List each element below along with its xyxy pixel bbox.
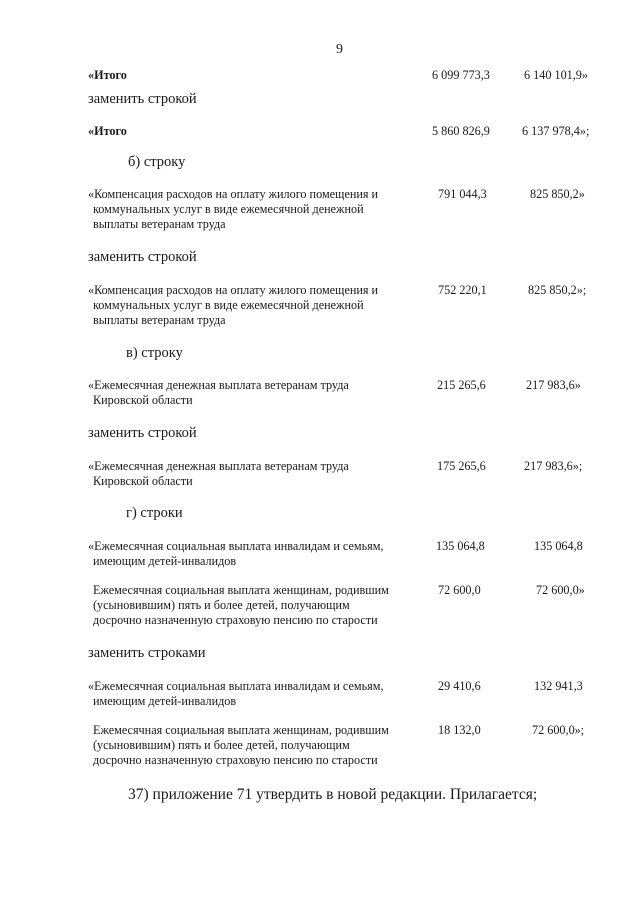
women-old-line-1: Ежемесячная социальная выплата женщинам, родившим	[93, 583, 389, 597]
vet-old-value-1: 215 265,6	[437, 378, 486, 392]
inv-old-value-2: 135 064,8	[534, 539, 583, 553]
itogo-old-value-1: 6 099 773,3	[432, 68, 490, 82]
komp-old-line-3: выплаты ветеранам труда	[93, 217, 226, 231]
subitem-v: в) строку	[126, 345, 183, 361]
itogo-new-value-2: 6 137 978,4»;	[522, 124, 590, 138]
komp-new-line-2: коммунальных услуг в виде ежемесячной денежной	[93, 298, 364, 312]
women-old-line-2: (усыновившим) пять и более детей, получающим	[93, 598, 350, 612]
women-new-value-2: 72 600,0»;	[532, 723, 585, 737]
inv-old-line-2: имеющим детей-инвалидов	[93, 554, 237, 568]
vet-old-line-1: «Ежемесячная денежная выплата ветеранам труда	[88, 378, 349, 392]
komp-new-value-2: 825 850,2»;	[528, 283, 587, 297]
itogo-new-label: «Итого	[88, 124, 127, 138]
subitem-g: г) строки	[126, 505, 183, 521]
women-old-value-1: 72 600,0	[438, 583, 481, 597]
instruction-replace-row: заменить строкой	[88, 249, 197, 265]
women-new-value-1: 18 132,0	[438, 723, 481, 737]
vet-new-value-2: 217 983,6»;	[524, 459, 583, 473]
inv-new-line-1: «Ежемесячная социальная выплата инвалидам и семьям,	[88, 679, 384, 693]
komp-old-value-2: 825 850,2»	[530, 187, 585, 201]
komp-old-value-1: 791 044,3	[438, 187, 487, 201]
inv-new-line-2: имеющим детей-инвалидов	[93, 694, 237, 708]
komp-old-line-2: коммунальных услуг в виде ежемесячной денежной	[93, 202, 364, 216]
itogo-new-value-1: 5 860 826,9	[432, 124, 490, 138]
inv-new-value-1: 29 410,6	[438, 679, 481, 693]
vet-new-line-1: «Ежемесячная денежная выплата ветеранам труда	[88, 459, 349, 473]
women-old-line-3: досрочно назначенную страховую пенсию по старости	[93, 613, 378, 627]
instruction-replace-row: заменить строкой	[88, 425, 197, 441]
inv-old-line-1: «Ежемесячная социальная выплата инвалидам и семьям,	[88, 539, 384, 553]
komp-new-value-1: 752 220,1	[438, 283, 487, 297]
subitem-b: б) строку	[128, 154, 186, 170]
women-new-line-2: (усыновившим) пять и более детей, получающим	[93, 738, 350, 752]
komp-new-line-3: выплаты ветеранам труда	[93, 313, 226, 327]
women-new-line-3: досрочно назначенную страховую пенсию по старости	[93, 753, 378, 767]
instruction-replace-row: заменить строкой	[88, 91, 197, 107]
vet-new-line-2: Кировской области	[93, 474, 193, 488]
women-old-value-2: 72 600,0»	[536, 583, 585, 597]
final-paragraph: 37) приложение 71 утвердить в новой редакции. Прилагается;	[128, 786, 538, 803]
instruction-replace-rows: заменить строками	[88, 645, 206, 661]
komp-new-line-1: «Компенсация расходов на оплату жилого помещения и	[88, 283, 379, 297]
vet-old-line-2: Кировской области	[93, 393, 193, 407]
itogo-old-value-2: 6 140 101,9»	[524, 68, 588, 82]
itogo-old-label: «Итого	[88, 68, 127, 82]
inv-new-value-2: 132 941,3	[534, 679, 583, 693]
page-number: 9	[336, 42, 343, 57]
komp-old-line-1: «Компенсация расходов на оплату жилого помещения и	[88, 187, 379, 201]
inv-old-value-1: 135 064,8	[436, 539, 485, 553]
women-new-line-1: Ежемесячная социальная выплата женщинам, родившим	[93, 723, 389, 737]
vet-new-value-1: 175 265,6	[437, 459, 486, 473]
vet-old-value-2: 217 983,6»	[526, 378, 581, 392]
